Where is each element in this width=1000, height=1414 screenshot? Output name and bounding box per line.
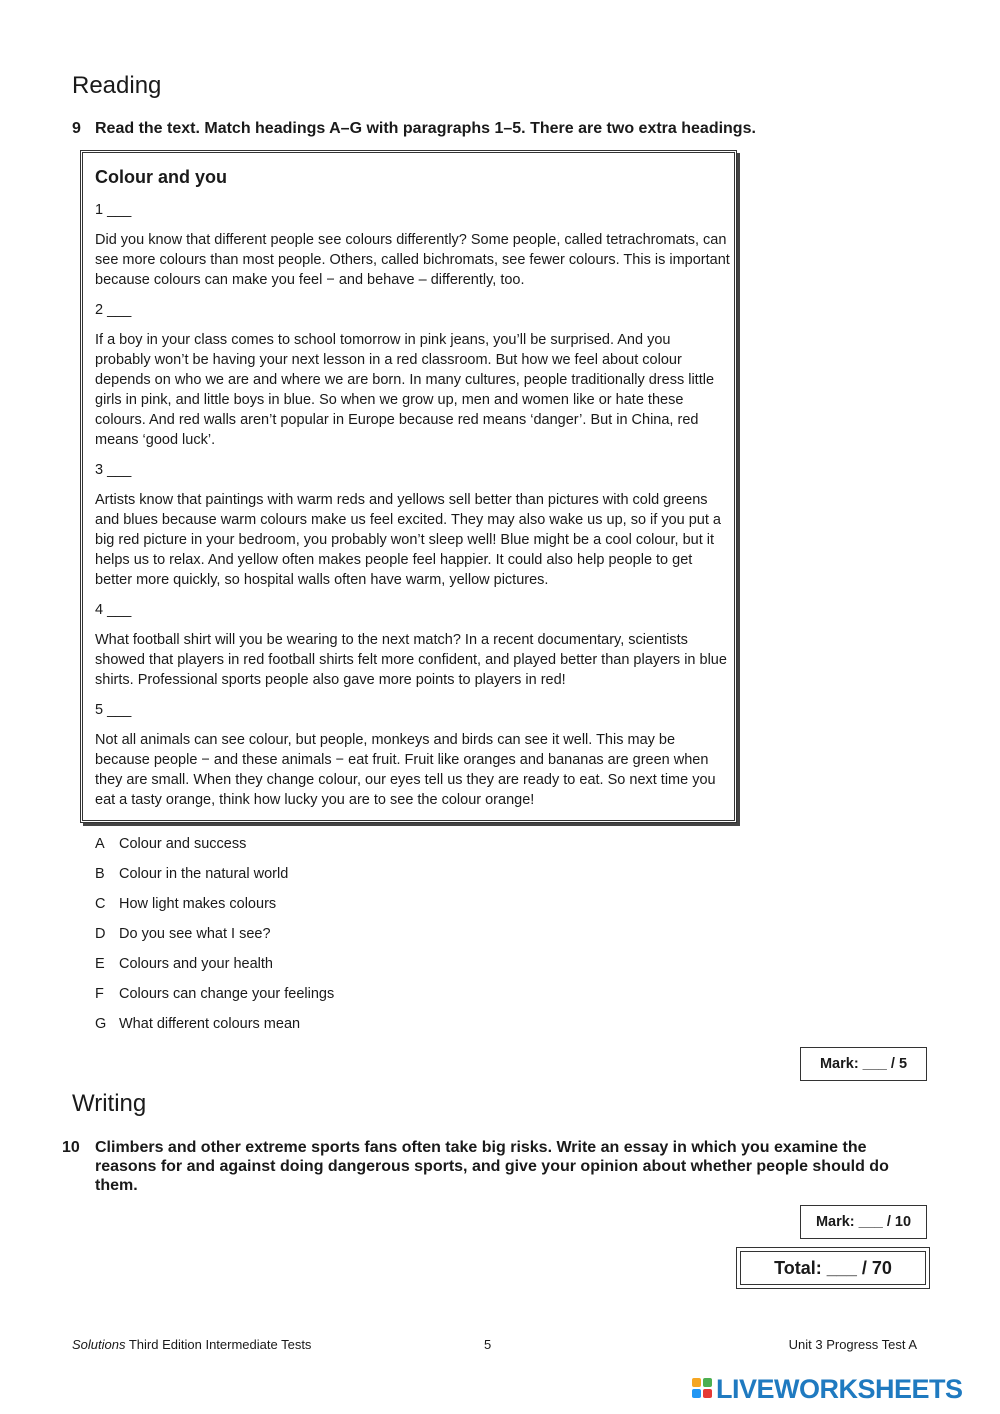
paragraph-number-4: 4 ___	[95, 602, 132, 618]
heading-text: How light makes colours	[119, 896, 277, 912]
question-instruction: Read the text. Match headings A–G with paragraphs 1–5. There are two extra headings.	[95, 120, 756, 137]
heading-text: Do you see what I see?	[119, 926, 271, 942]
reading-text-title: Colour and you	[95, 167, 227, 187]
heading-letter: E	[95, 956, 105, 972]
paragraph-1: Did you know that different people see colours differently? Some people, called tetrachromats, can see more colours than most people. Others, called bichromats, see fewer colours. This is important because colours can make you feel − and behave – differently, too.	[95, 232, 730, 288]
footer-page-number: 5	[484, 1337, 492, 1352]
logo-grid-icon	[692, 1378, 714, 1400]
heading-letter: G	[95, 1016, 107, 1032]
heading-letter: C	[95, 896, 106, 912]
writing-mark-box: Mark: ___ / 10	[800, 1205, 927, 1239]
heading-text: What different colours mean	[119, 1016, 301, 1032]
footer-book-italic: Solutions	[72, 1337, 126, 1352]
paragraph-5: Not all animals can see colour, but people, monkeys and birds can see it well. This may be because people − and these animals − eat fruit. Fruit like oranges and bananas are green when they are small. When they change colour, our eyes tell us they are ready to eat. So next time you eat a tasty orange, think how lucky you are to see the colour orange!	[95, 732, 716, 808]
logo-text: LIVEWORKSHEETS	[716, 1374, 963, 1404]
writing-section-title: Writing	[72, 1090, 147, 1117]
heading-letter: F	[95, 986, 104, 1002]
question-number: 9	[72, 120, 81, 137]
heading-letter: A	[95, 836, 105, 852]
question-number: 10	[62, 1139, 80, 1156]
logo-square	[692, 1378, 701, 1387]
heading-letter: D	[95, 926, 106, 942]
paragraph-3: Artists know that paintings with warm reds and yellows sell better than pictures with cold greens and blues because warm colours make us feel excited. They may also wake us up, so if you put a big red picture in your bedroom, you probably won’t sleep well! Blue might be a cool colour, but it helps us to relax. And yellow often makes people feel happier. It could also help people to get better more quickly, so hospital walls often have warm, yellow pictures.	[95, 492, 721, 588]
footer-book-rest: Third Edition Intermediate Tests	[125, 1337, 312, 1352]
heading-text: Colours can change your feelings	[119, 986, 335, 1002]
total-box: Total: ___ / 70	[740, 1251, 926, 1285]
logo-square	[703, 1378, 712, 1387]
paragraph-4: What football shirt will you be wearing to the next match? In a recent documentary, scientists showed that players in red football shirts felt more confident, and played better than players in blue shirts. Professional sports people also gave more points to players in red!	[95, 632, 727, 688]
paragraph-number-3: 3 ___	[95, 462, 132, 478]
heading-text: Colour and success	[119, 836, 247, 852]
footer-unit: Unit 3 Progress Test A	[788, 1337, 917, 1352]
question-instruction: Climbers and other extreme sports fans often take big risks. Write an essay in which you examine the reasons for and against doing dangerous sports, and give your opinion about whether people should do them.	[95, 1139, 889, 1194]
logo-square	[692, 1389, 701, 1398]
heading-text: Colours and your health	[119, 956, 273, 972]
liveworksheets-logo	[692, 1374, 992, 1404]
paragraph-number-2: 2 ___	[95, 302, 132, 318]
paragraph-number-1: 1 ___	[95, 202, 132, 218]
reading-mark-box: Mark: ___ / 5	[800, 1047, 927, 1081]
heading-text: Colour in the natural world	[119, 866, 289, 882]
reading-section-title: Reading	[72, 72, 162, 99]
logo-square	[703, 1389, 712, 1398]
paragraph-2: If a boy in your class comes to school tomorrow in pink jeans, you’ll be surprised. And you probably won’t be having your next lesson in a red classroom. But how we feel about colour depends on who we are and where we are born. In many cultures, people traditionally dress little girls in pink, and little boys in blue. So when we grow up, men and women like or hate these colours. And red walls aren’t popular in Europe because red means ‘danger’. But in China, red means ‘good luck’.	[95, 332, 715, 448]
paragraph-number-5: 5 ___	[95, 702, 132, 718]
footer-book-title	[72, 1337, 311, 1352]
heading-letter: B	[95, 866, 105, 882]
